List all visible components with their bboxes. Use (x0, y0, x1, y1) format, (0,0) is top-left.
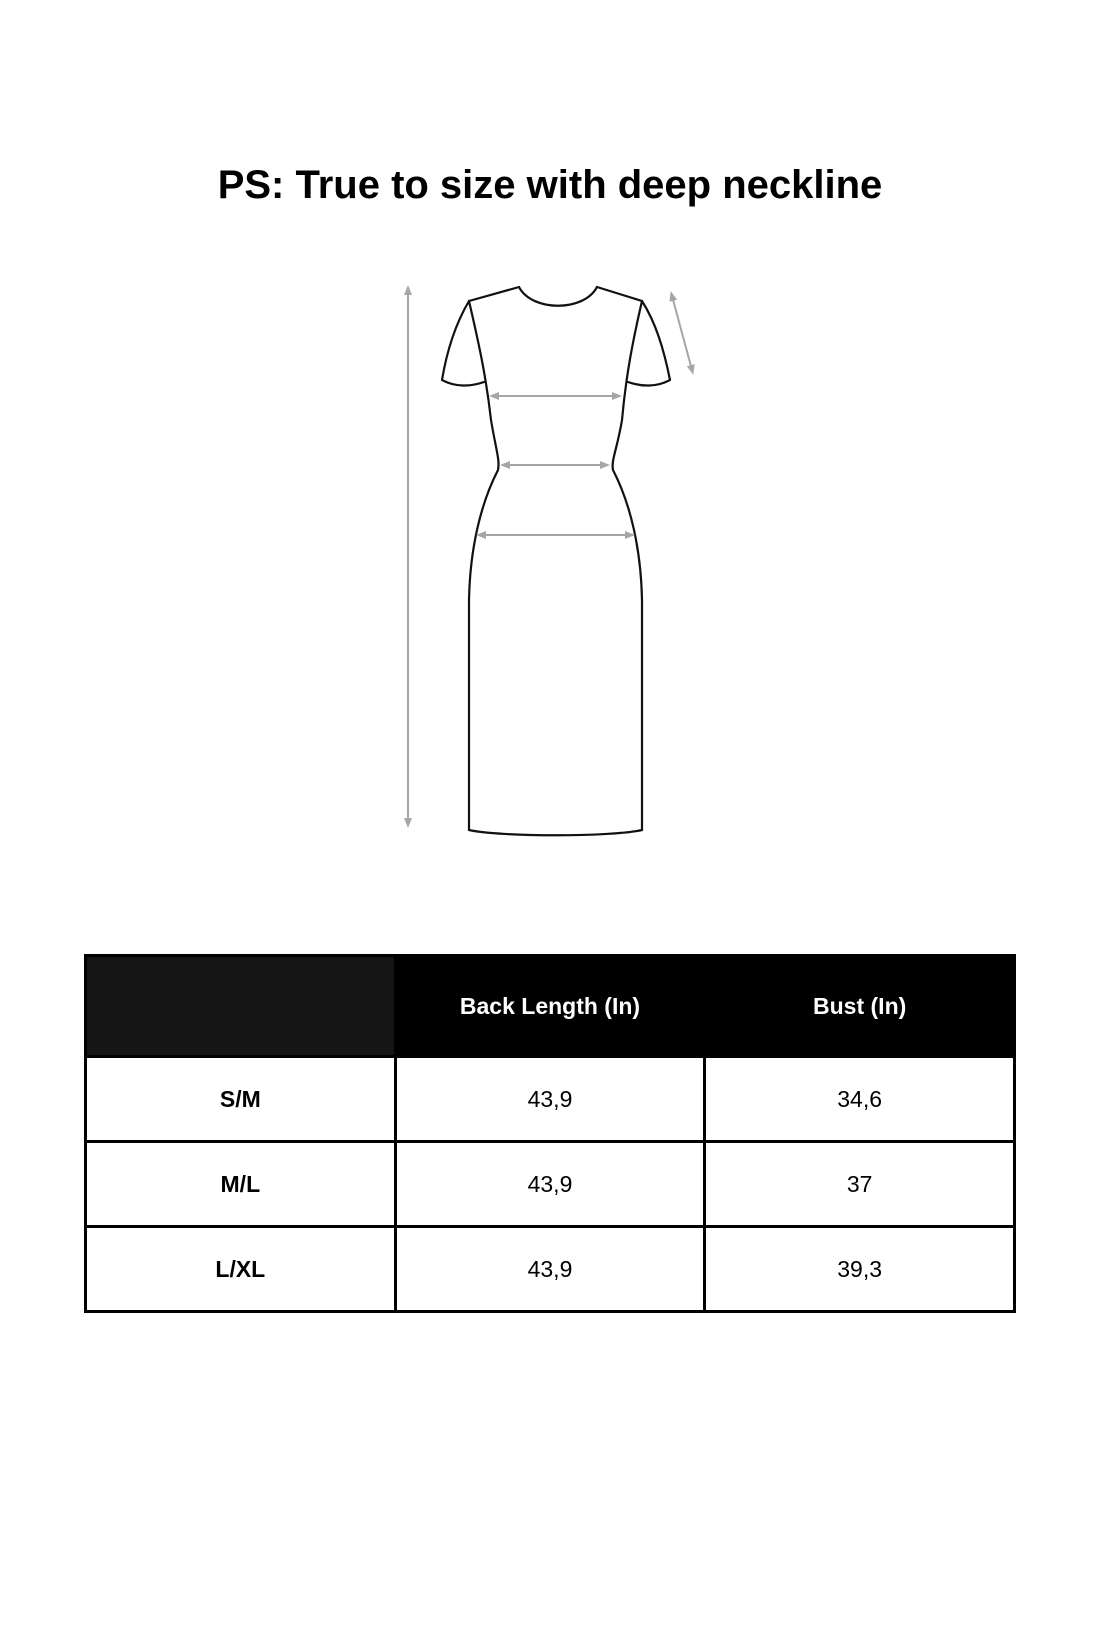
right-body-side (613, 301, 642, 830)
size-label: S/M (86, 1057, 396, 1142)
back-length-value: 43,9 (395, 1057, 705, 1142)
back-length-value: 43,9 (395, 1142, 705, 1227)
header-bust: Bust (In) (705, 956, 1015, 1057)
bust-value: 34,6 (705, 1057, 1015, 1142)
page-title: PS: True to size with deep neckline (217, 163, 883, 207)
size-label: M/L (86, 1142, 396, 1227)
right-sleeve (628, 301, 670, 386)
size-chart-table (84, 954, 1016, 1313)
size-label: L/XL (86, 1227, 396, 1312)
neckline (519, 287, 597, 306)
bust-value: 39,3 (705, 1227, 1015, 1312)
table-row (86, 1057, 1015, 1142)
sleeve-arrow (672, 296, 692, 370)
table-row (86, 1142, 1015, 1227)
back-length-value: 43,9 (395, 1227, 705, 1312)
measurement-arrows (408, 290, 692, 823)
table-header-row (86, 956, 1015, 1057)
header-corner-cell (86, 956, 396, 1057)
left-body-side (469, 301, 499, 830)
bust-value: 37 (705, 1142, 1015, 1227)
table-row (86, 1227, 1015, 1312)
hem (469, 830, 642, 835)
dress-outline (442, 287, 670, 835)
header-back-length: Back Length (In) (395, 956, 705, 1057)
